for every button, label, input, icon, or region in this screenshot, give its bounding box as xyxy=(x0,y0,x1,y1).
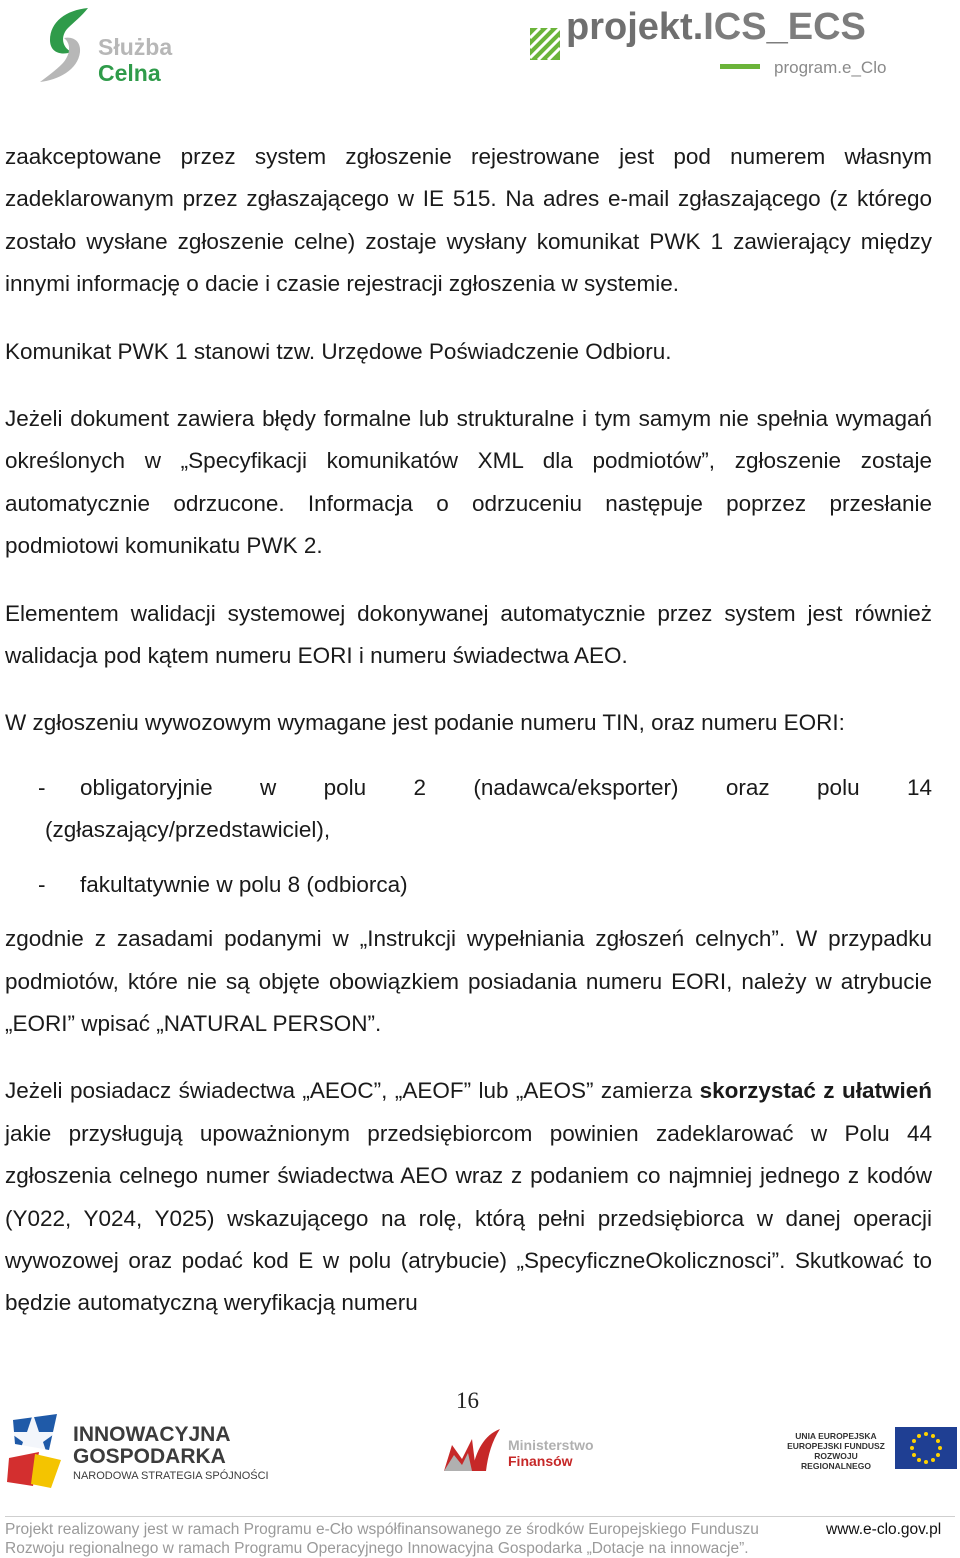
eu-fund-logo xyxy=(780,1425,960,1475)
document-body xyxy=(5,136,932,1350)
projekt-ics-ecs-logo xyxy=(530,4,890,88)
ig-line2: GOSPODARKA xyxy=(73,1445,226,1468)
aeo-bold-text: skorzystać z ułatwień xyxy=(699,1078,932,1104)
eu-flag-icon xyxy=(895,1427,957,1469)
paragraph-rejection: Jeżeli dokument zawiera błędy formalne lub strukturalne i tym samym nie spełnia wymagań określonych w „Specyfikacji komunikatów XML dla podmiotów”, zgłoszenie zostaje automatycznie odrzucone. Informacja o odrzuceniu następuje poprzez przesłanie podmiotowi komunikatu PWK 2. xyxy=(5,406,932,559)
paragraph-aeo xyxy=(5,1070,932,1324)
list-item xyxy=(5,767,932,852)
paragraph-pwk1: Komunikat PWK 1 stanowi tzw. Urzędowe Poświadczenie Odbioru. xyxy=(5,338,672,364)
sluzba-celna-emblem-icon xyxy=(38,6,94,84)
eu-line1: UNIA EUROPEJSKA xyxy=(795,1431,877,1441)
list-dash: - xyxy=(38,871,46,897)
ministerstwo-eagle-icon xyxy=(442,1425,504,1473)
sluzba-celna-logo xyxy=(38,6,188,84)
page-number: 16 xyxy=(456,1388,479,1413)
celna-text: Celna xyxy=(98,60,161,86)
paragraph-tin-eori: W zgłoszeniu wywozowym wymagane jest podanie numeru TIN, oraz numeru EORI: xyxy=(5,710,845,736)
projekt-text: projekt. xyxy=(566,6,704,48)
aeo-text-end: jakie przysługują upoważnionym przedsiębiorcom powinien zadeklarować w Polu 44 zgłoszenia celnego numer świadectwa AEO wraz z podaniem co najmniej jednego z kodów (Y022, Y024, Y025) wskazującego na rolę, którą pełni przedsiębiorca w danej operacji wywozowej oraz podać kod E w polu (atrybucie) „SpecyficzneOkolicznosci”. Skutkować to będzie automatyczną weryfikacją numeru xyxy=(5,1120,932,1316)
ig-subtitle: NARODOWA STRATEGIA SPÓJNOŚCI xyxy=(73,1470,269,1482)
projekt-stripes-icon xyxy=(530,28,560,60)
sluzba-text: Służba xyxy=(98,34,173,60)
paragraph-validation: Elementem walidacji systemowej dokonywanej automatycznie przez system jest również walidacja pod kątem numeru EORI i numeru świadectwa AEO. xyxy=(5,600,932,669)
footer-divider xyxy=(5,1516,955,1517)
innowacyjna-gospodarka-logo xyxy=(5,1410,269,1490)
projekt-underline-icon xyxy=(720,64,760,70)
ministerstwo-finansow-logo xyxy=(442,1425,612,1475)
mf-line1: Ministerstwo xyxy=(508,1437,594,1453)
innowacyjna-star-icon xyxy=(5,1410,69,1490)
ics-ecs-text: ICS_ECS xyxy=(703,6,866,48)
mf-line2: Finansów xyxy=(508,1453,573,1469)
eu-line2: EUROPEJSKI FUNDUSZ xyxy=(787,1441,885,1451)
list-item-text: fakultatywnie w polu 8 (odbiorca) xyxy=(80,871,408,897)
footer-url-link[interactable]: www.e-clo.gov.pl xyxy=(826,1521,942,1538)
paragraph-registration: zaakceptowane przez system zgłoszenie rejestrowane jest pod numerem własnym zadeklarowanym przez zgłaszającego w IE 515. Na adres e-mail zgłaszającego (z którego zostało wysłane zgłoszenie celne) zostaje wysłany komunikat PWK 1 zawierający między innymi informację o dacie i czasie rejestracji zgłoszenia w systemie. xyxy=(5,144,932,297)
list-item-text: obligatoryjnie w polu 2 (nadawca/eksporter) oraz polu 14 (zgłaszający/przedstawiciel), xyxy=(45,774,932,843)
paragraph-instructions: zgodnie z zasadami podanymi w „Instrukcji wypełniania zgłoszeń celnych”. W przypadku podmiotów, które nie są objęte obowiązkiem posiadania numeru EORI, należy w atrybucie „EORI” wpisać „NATURAL PERSON”. xyxy=(5,926,932,1036)
list-dash: - xyxy=(38,774,46,800)
program-e-clo-text: program.e_Clo xyxy=(774,58,887,77)
aeo-text-start: Jeżeli posiadacz świadectwa „AEOC”, „AEOF” lub „AEOS” zamierza xyxy=(5,1078,700,1104)
eu-line3: ROZWOJU REGIONALNEGO xyxy=(801,1451,871,1471)
ig-line1: INNOWACYJNA xyxy=(73,1423,231,1446)
list-item xyxy=(5,864,932,906)
footer-note: Projekt realizowany jest w ramach Programu e-Cło współfinansowanego ze środków Europejskiego Funduszu Rozwoju regionalnego w ramach Programu Operacyjnego Innowacyjna Gospodarka „Dotacje na innowacje”. xyxy=(5,1521,759,1557)
